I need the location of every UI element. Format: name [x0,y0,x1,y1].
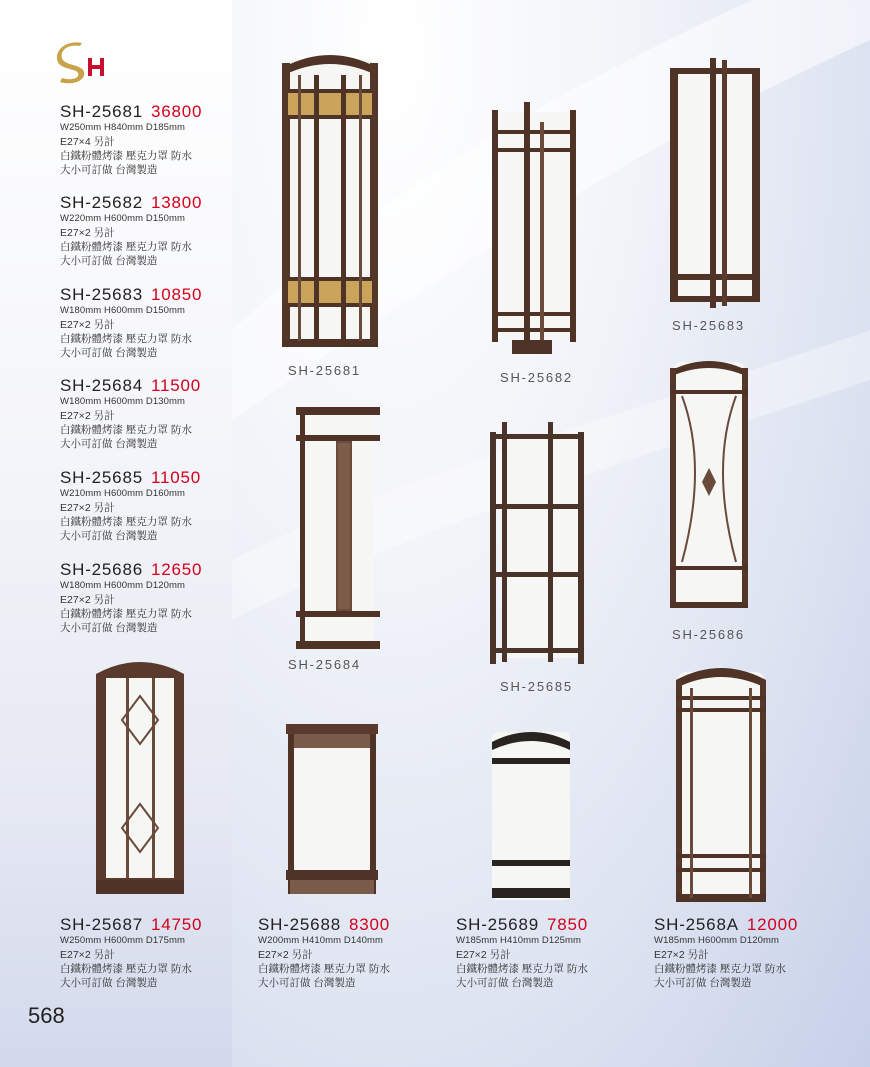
image-caption: SH-25681 [288,363,361,378]
product-dimensions: W250mm H600mm D175mm [60,935,185,946]
spec-sh-25681 [60,103,230,177]
spec-sh-25689 [456,916,626,990]
lamp-image-sh-25685 [488,422,588,666]
product-bulb: E27×2 另計 [60,594,115,606]
product-price: 8300 [348,915,390,934]
product-dimensions: W200mm H410mm D140mm [258,935,383,946]
product-dimensions: W185mm H600mm D120mm [654,935,779,946]
product-bulb: E27×2 另計 [258,949,313,961]
product-price: 11050 [150,468,201,487]
product-model: SH-2568A [654,915,739,934]
image-caption: SH-25685 [500,679,573,694]
product-material: 白鐵粉體烤漆 壓克力罩 防水 [60,424,192,436]
product-dimensions: W180mm H600mm D120mm [60,580,185,591]
product-note: 大小可訂做 台灣製造 [60,347,158,359]
product-model: SH-25682 [60,193,143,212]
product-note: 大小可訂做 台灣製造 [60,622,158,634]
lamp-image-sh-25683 [664,58,764,308]
product-note: 大小可訂做 台灣製造 [654,977,752,989]
product-model: SH-25686 [60,560,143,579]
product-price: 11500 [150,376,201,395]
lamp-image-sh-25687 [88,656,192,898]
product-material: 白鐵粉體烤漆 壓克力罩 防水 [456,963,588,975]
brand-logo [56,40,116,90]
lamp-image-sh-25684 [292,405,384,651]
image-caption: SH-25684 [288,657,361,672]
product-model: SH-25683 [60,285,143,304]
image-caption: SH-25682 [500,370,573,385]
product-model: SH-25687 [60,915,143,934]
product-dimensions: W210mm H600mm D160mm [60,488,185,499]
product-material: 白鐵粉體烤漆 壓克力罩 防水 [60,150,192,162]
product-model: SH-25688 [258,915,341,934]
spec-sh-25682 [60,194,230,268]
product-material: 白鐵粉體烤漆 壓克力罩 防水 [654,963,786,975]
product-note: 大小可訂做 台灣製造 [456,977,554,989]
product-material: 白鐵粉體烤漆 壓克力罩 防水 [60,241,192,253]
product-price: 36800 [150,102,203,121]
spec-sh-25684 [60,377,230,451]
spec-sh-25687 [60,916,230,990]
product-note: 大小可訂做 台灣製造 [60,530,158,542]
image-caption: SH-25686 [672,627,745,642]
product-model: SH-25684 [60,376,143,395]
product-material: 白鐵粉體烤漆 壓克力罩 防水 [60,963,192,975]
product-bulb: E27×4 另計 [60,136,115,148]
product-bulb: E27×2 另計 [60,319,115,331]
product-price: 10850 [150,285,203,304]
product-model: SH-25685 [60,468,143,487]
product-bulb: E27×2 另計 [60,410,115,422]
product-dimensions: W180mm H600mm D130mm [60,396,185,407]
lamp-image-sh-25689 [488,728,574,904]
product-note: 大小可訂做 台灣製造 [60,255,158,267]
lamp-image-sh-25688 [282,722,382,898]
product-dimensions: W180mm H600mm D150mm [60,305,185,316]
product-dimensions: W185mm H410mm D125mm [456,935,581,946]
product-material: 白鐵粉體烤漆 壓克力罩 防水 [258,963,390,975]
product-model: SH-25681 [60,102,143,121]
product-note: 大小可訂做 台灣製造 [60,977,158,989]
product-price: 12650 [150,560,203,579]
product-dimensions: W220mm H600mm D150mm [60,213,185,224]
lamp-image-sh-25681 [278,45,382,350]
product-price: 14750 [150,915,203,934]
spec-sh-25685 [60,469,230,543]
product-model: SH-25689 [456,915,539,934]
product-price: 12000 [746,915,799,934]
image-caption: SH-25683 [672,318,745,333]
product-note: 大小可訂做 台灣製造 [60,164,158,176]
product-price: 7850 [546,915,588,934]
product-note: 大小可訂做 台灣製造 [258,977,356,989]
lamp-image-sh-25686 [668,356,750,612]
product-bulb: E27×2 另計 [60,502,115,514]
product-bulb: E27×2 另計 [60,227,115,239]
lamp-image-sh-25682 [486,102,582,358]
page-number: 568 [28,1003,65,1028]
product-price: 13800 [150,193,203,212]
product-note: 大小可訂做 台灣製造 [60,438,158,450]
product-material: 白鐵粉體烤漆 壓克力罩 防水 [60,608,192,620]
spec-sh-25688 [258,916,428,990]
spec-sh-2568a [654,916,824,990]
product-bulb: E27×2 另計 [654,949,709,961]
lamp-image-sh-2568a [672,662,770,904]
spec-sh-25683 [60,286,230,360]
product-bulb: E27×2 另計 [60,949,115,961]
spec-sh-25686 [60,561,230,635]
product-dimensions: W250mm H840mm D185mm [60,122,185,133]
product-bulb: E27×2 另計 [456,949,511,961]
product-material: 白鐵粉體烤漆 壓克力罩 防水 [60,333,192,345]
product-material: 白鐵粉體烤漆 壓克力罩 防水 [60,516,192,528]
